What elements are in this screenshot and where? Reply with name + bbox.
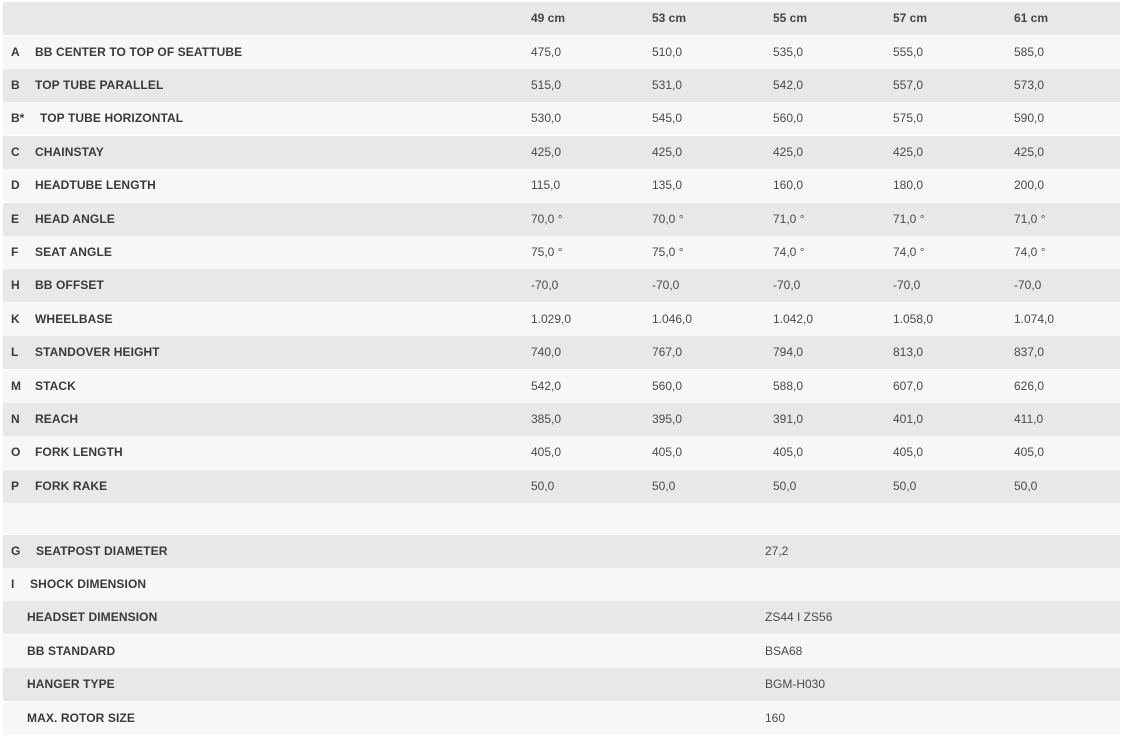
table-row <box>3 203 1120 236</box>
row-value: 70,0 ° <box>652 211 684 226</box>
row-label: REACH <box>35 411 79 426</box>
row-code: I <box>11 576 15 591</box>
row-value: -70,0 <box>773 278 801 293</box>
row-value: 74,0 ° <box>893 244 925 259</box>
row-value: 607,0 <box>893 378 924 393</box>
row-value: 425,0 <box>773 144 804 159</box>
row-label: SHOCK DIMENSION <box>30 576 147 591</box>
row-label: WHEELBASE <box>35 311 113 326</box>
row-value: 405,0 <box>1014 445 1045 460</box>
row-label: SEATPOST DIAMETER <box>36 543 168 558</box>
row-value: 135,0 <box>652 178 683 193</box>
row-code: K <box>11 311 20 326</box>
row-value: 590,0 <box>1014 111 1045 126</box>
row-value: 385,0 <box>531 411 562 426</box>
row-label: SEAT ANGLE <box>35 244 113 259</box>
row-value: 1.074,0 <box>1014 311 1055 326</box>
row-value: 50,0 <box>652 478 676 493</box>
row-value: 837,0 <box>1014 345 1045 360</box>
row-label: BB OFFSET <box>35 278 104 293</box>
row-value: -70,0 <box>531 278 559 293</box>
table-row <box>3 403 1120 436</box>
row-value: 794,0 <box>773 345 804 360</box>
row-code: L <box>11 345 19 360</box>
row-code: M <box>11 378 21 393</box>
row-code: B* <box>11 111 25 126</box>
row-code: A <box>11 44 20 59</box>
row-label: CHAINSTAY <box>35 144 104 159</box>
row-value: 50,0 <box>531 478 555 493</box>
row-label: FORK LENGTH <box>35 445 123 460</box>
row-value: 160,0 <box>773 178 804 193</box>
row-value: -70,0 <box>652 278 680 293</box>
row-label: HEADSET DIMENSION <box>27 610 158 625</box>
row-value: 1.058,0 <box>893 311 934 326</box>
spec-row <box>3 668 1120 701</box>
row-value: 50,0 <box>773 478 797 493</box>
row-value: 405,0 <box>893 445 924 460</box>
row-value: 401,0 <box>893 411 924 426</box>
row-value: 545,0 <box>652 111 683 126</box>
row-code: H <box>11 278 20 293</box>
table-row <box>3 436 1120 469</box>
row-value: 405,0 <box>773 445 804 460</box>
row-value: 411,0 <box>1014 411 1044 426</box>
spec-row <box>3 635 1120 668</box>
spec-row <box>3 702 1120 735</box>
spec-value: 27,2 <box>765 543 789 558</box>
size-header-57: 57 cm <box>893 11 928 25</box>
table-row <box>3 303 1120 336</box>
row-value: 71,0 ° <box>1014 211 1046 226</box>
row-code: F <box>11 244 19 259</box>
row-value: 115,0 <box>531 178 561 193</box>
row-value: 515,0 <box>531 77 562 92</box>
row-value: 1.042,0 <box>773 311 814 326</box>
row-value: 180,0 <box>893 178 924 193</box>
row-value: 557,0 <box>893 77 924 92</box>
row-value: 74,0 ° <box>773 244 805 259</box>
row-value: 200,0 <box>1014 178 1045 193</box>
row-value: 560,0 <box>652 378 683 393</box>
size-header-55: 55 cm <box>773 11 808 25</box>
row-value: 510,0 <box>652 44 683 59</box>
row-value: 70,0 ° <box>531 211 563 226</box>
row-code: E <box>11 211 20 226</box>
row-value: 573,0 <box>1014 77 1045 92</box>
row-value: 74,0 ° <box>1014 244 1046 259</box>
row-label: STACK <box>35 378 76 393</box>
table-spacer <box>3 503 1120 534</box>
row-code: O <box>11 445 21 460</box>
row-label: TOP TUBE PARALLEL <box>35 77 164 92</box>
spec-value: ZS44 I ZS56 <box>765 610 833 625</box>
row-value: 542,0 <box>531 378 562 393</box>
row-value: 75,0 ° <box>652 244 684 259</box>
row-value: -70,0 <box>893 278 921 293</box>
row-value: 531,0 <box>652 77 683 92</box>
row-label: HANGER TYPE <box>27 677 115 692</box>
table-row <box>3 470 1120 503</box>
spec-value: 160 <box>765 710 786 725</box>
table-row <box>3 370 1120 403</box>
table-row <box>3 336 1120 369</box>
row-value: 626,0 <box>1014 378 1045 393</box>
size-header-49: 49 cm <box>531 11 566 25</box>
spec-row <box>3 601 1120 634</box>
spec-value: BGM-H030 <box>765 677 826 692</box>
table-row <box>3 236 1120 269</box>
row-value: 425,0 <box>893 144 924 159</box>
row-value: 425,0 <box>1014 144 1045 159</box>
spec-row <box>3 535 1120 568</box>
row-value: -70,0 <box>1014 278 1042 293</box>
table-row <box>3 102 1120 135</box>
row-value: 395,0 <box>652 411 683 426</box>
row-value: 535,0 <box>773 44 804 59</box>
row-value: 740,0 <box>531 345 562 360</box>
row-value: 75,0 ° <box>531 244 563 259</box>
table-row <box>3 136 1120 169</box>
row-label: MAX. ROTOR SIZE <box>27 710 135 725</box>
row-value: 71,0 ° <box>893 211 925 226</box>
row-value: 555,0 <box>893 44 924 59</box>
row-code: B <box>11 77 20 92</box>
row-value: 542,0 <box>773 77 804 92</box>
row-code: G <box>11 543 21 558</box>
row-value: 585,0 <box>1014 44 1045 59</box>
row-code: D <box>11 178 20 193</box>
table-row <box>3 269 1120 302</box>
row-value: 50,0 <box>893 478 917 493</box>
table-row <box>3 69 1120 102</box>
row-value: 530,0 <box>531 111 562 126</box>
size-header-53: 53 cm <box>652 11 687 25</box>
row-value: 767,0 <box>652 345 683 360</box>
row-label: BB STANDARD <box>27 643 116 658</box>
row-code: N <box>11 411 20 426</box>
row-code: C <box>11 144 20 159</box>
row-value: 405,0 <box>652 445 683 460</box>
header-row <box>3 2 1120 35</box>
size-header-61: 61 cm <box>1014 11 1049 25</box>
table-row <box>3 169 1120 202</box>
row-value: 391,0 <box>773 411 804 426</box>
row-value: 560,0 <box>773 111 804 126</box>
row-label: HEAD ANGLE <box>35 211 115 226</box>
row-value: 405,0 <box>531 445 562 460</box>
spec-value: BSA68 <box>765 643 803 658</box>
row-value: 1.029,0 <box>531 311 572 326</box>
row-value: 575,0 <box>893 111 924 126</box>
row-label: HEADTUBE LENGTH <box>35 178 156 193</box>
row-value: 1.046,0 <box>652 311 693 326</box>
row-value: 475,0 <box>531 44 562 59</box>
spec-row <box>3 568 1120 601</box>
row-code: P <box>11 478 20 493</box>
row-label: STANDOVER HEIGHT <box>35 345 160 360</box>
row-value: 50,0 <box>1014 478 1038 493</box>
row-value: 813,0 <box>893 345 924 360</box>
row-value: 588,0 <box>773 378 804 393</box>
table-row <box>3 36 1120 69</box>
row-label: FORK RAKE <box>35 478 108 493</box>
row-value: 71,0 ° <box>773 211 805 226</box>
row-value: 425,0 <box>531 144 562 159</box>
row-label: BB CENTER TO TOP OF SEATTUBE <box>35 44 243 59</box>
row-label: TOP TUBE HORIZONTAL <box>40 111 184 126</box>
row-value: 425,0 <box>652 144 683 159</box>
